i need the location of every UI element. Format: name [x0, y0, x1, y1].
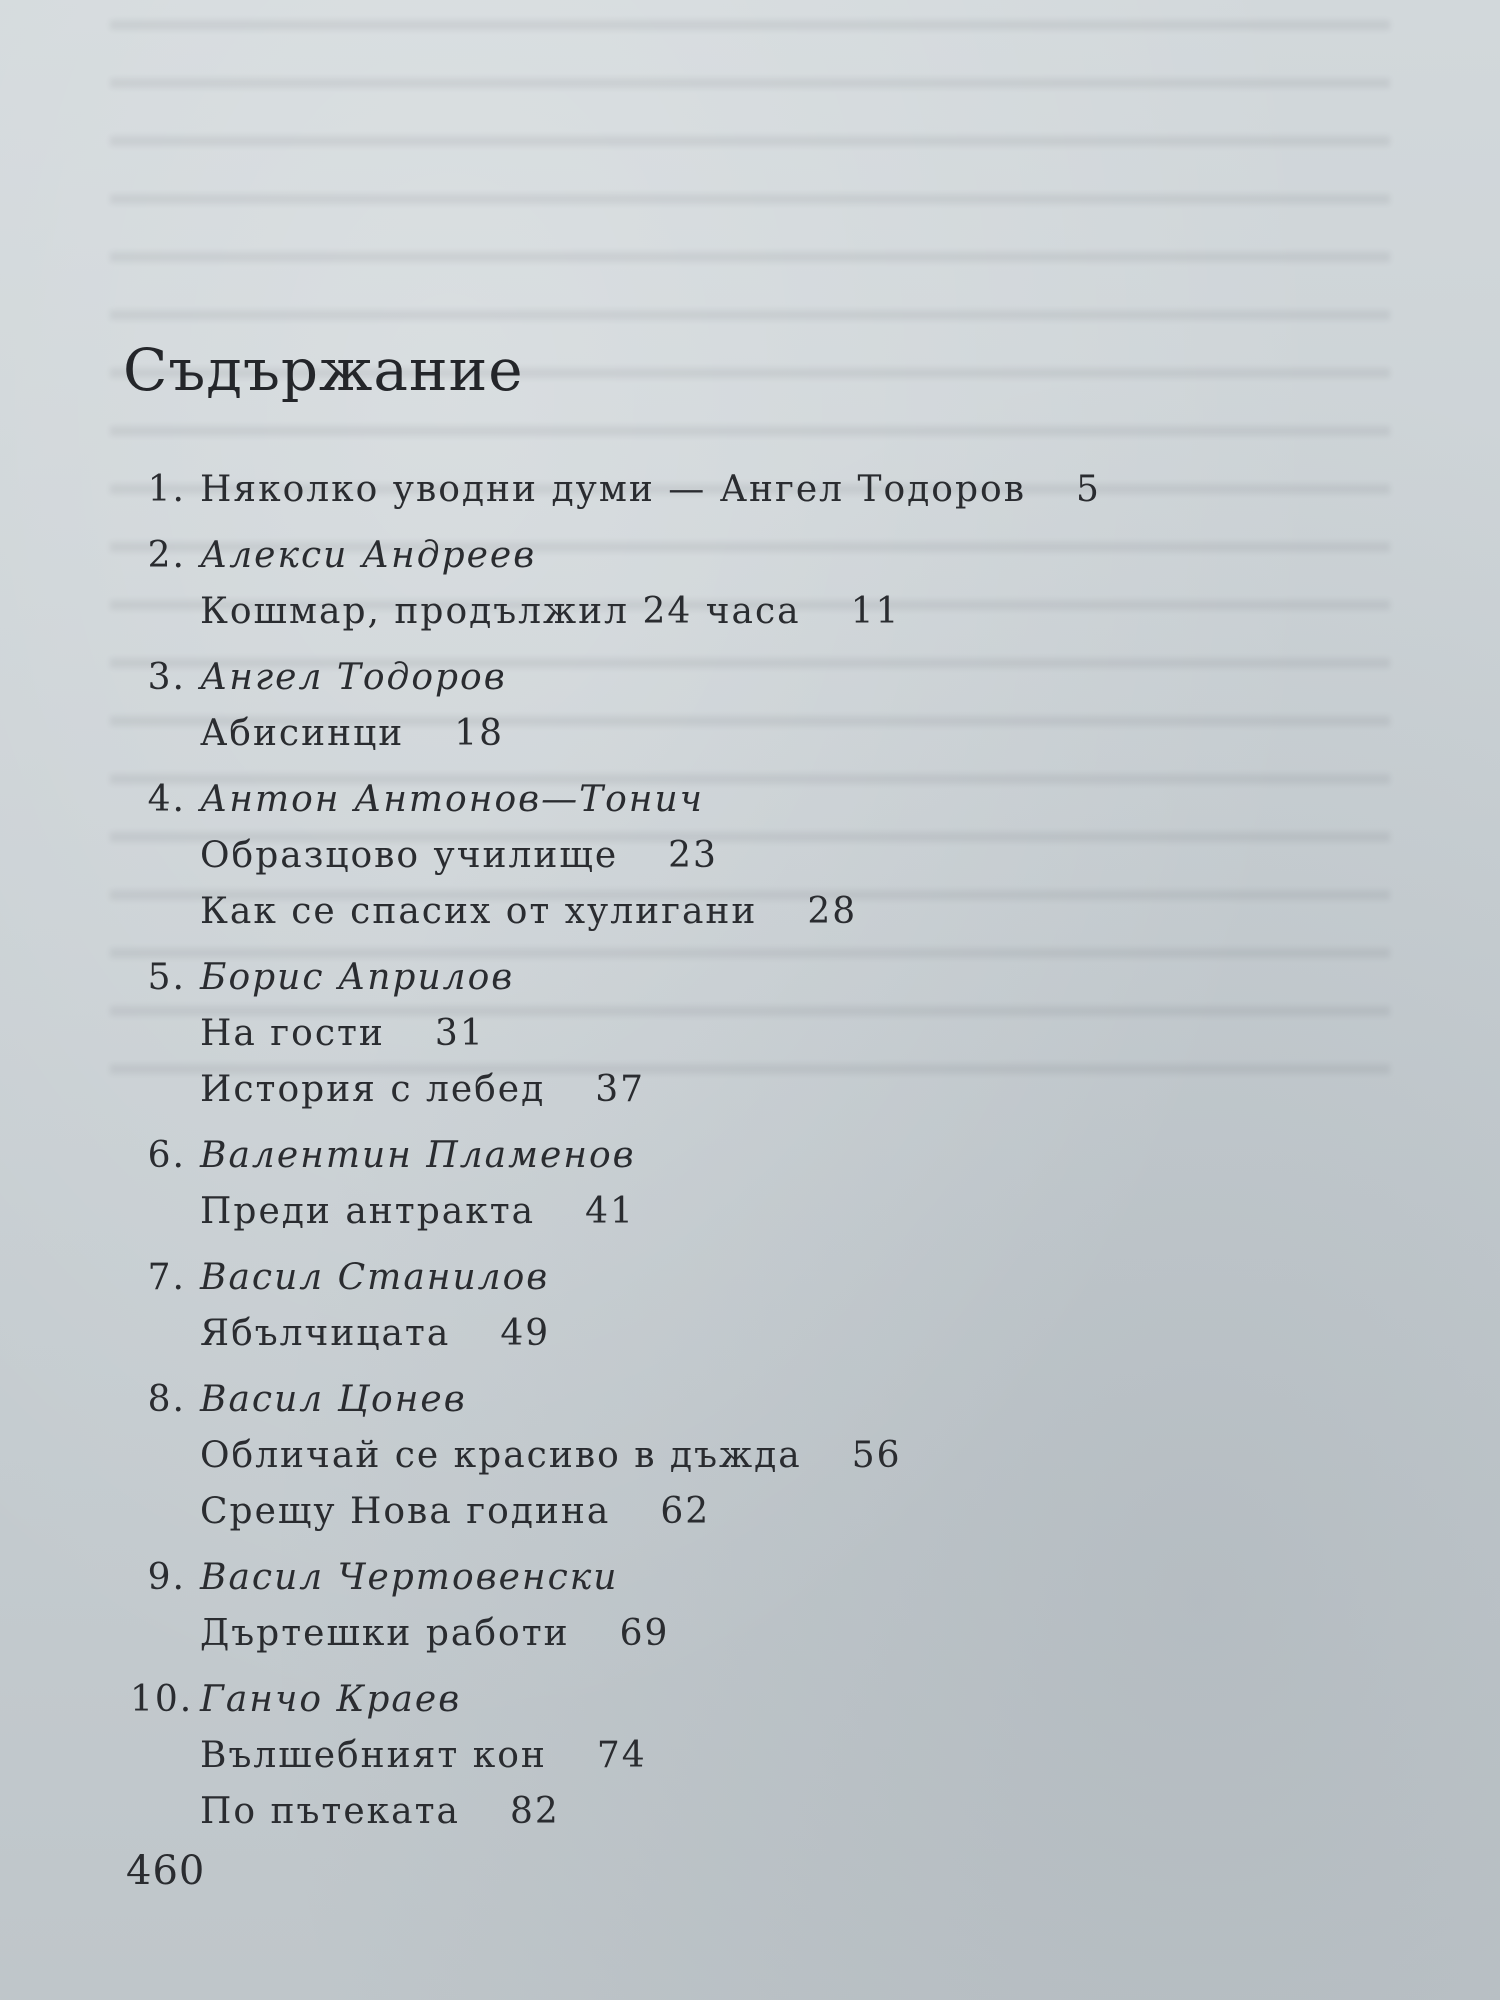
entry-number: 1.	[147, 469, 186, 510]
toc-entry	[130, 650, 1230, 762]
page-number: 82	[509, 1791, 560, 1832]
toc-line	[130, 884, 1230, 940]
page-number: 23	[668, 835, 718, 876]
author-name: Васил Чертовенски	[200, 1557, 619, 1598]
work-title: Дъртешки работи	[200, 1613, 570, 1654]
page-title: Съдържание	[123, 336, 524, 404]
page-number: 69	[619, 1613, 670, 1654]
toc-line	[130, 1184, 1230, 1240]
toc-author-line	[130, 772, 1230, 828]
entry-number: 6.	[147, 1135, 186, 1176]
toc-entry	[130, 1550, 1230, 1662]
author-name: Борис Априлов	[200, 957, 515, 998]
page-number: 5	[1075, 469, 1101, 510]
entry-number: 10.	[130, 1679, 194, 1720]
work-title: Ябълчицата	[200, 1313, 451, 1354]
page-number: 11	[850, 591, 901, 632]
page-number: 18	[454, 713, 505, 754]
author-name: Васил Станилов	[200, 1257, 550, 1298]
entry-number: 4.	[147, 779, 186, 820]
page-number: 37	[595, 1069, 646, 1110]
toc-line	[130, 1428, 1230, 1484]
toc-entry	[130, 1128, 1230, 1240]
work-title: Няколко уводни думи — Ангел Тодоров	[200, 469, 1026, 510]
toc-line	[130, 1062, 1230, 1118]
toc-entry	[130, 1672, 1230, 1840]
work-title: Обличай се красиво в дъжда	[200, 1435, 802, 1476]
author-name: Васил Цонев	[200, 1379, 467, 1420]
page-folio-number: 460	[126, 1848, 206, 1894]
work-title: Срещу Нова година	[200, 1491, 611, 1532]
author-name: Алекси Андреев	[200, 535, 537, 576]
page-number: 31	[434, 1013, 485, 1054]
toc-line	[130, 1006, 1230, 1062]
work-title: По пътеката	[200, 1791, 460, 1832]
work-title: Как се спасих от хулигани	[200, 891, 758, 932]
entry-number: 8.	[147, 1379, 186, 1420]
author-name: Валентин Пламенов	[200, 1135, 636, 1176]
author-name: Ангел Тодоров	[200, 657, 507, 698]
toc-line	[130, 1306, 1230, 1362]
page-number: 28	[807, 891, 858, 932]
page-number: 41	[585, 1191, 635, 1232]
toc-author-line	[130, 1128, 1230, 1184]
work-title: Образцово училище	[200, 835, 619, 876]
toc-author-line	[130, 650, 1230, 706]
entry-number: 5.	[147, 957, 186, 998]
table-of-contents	[130, 462, 1230, 1850]
toc-author-line	[130, 1550, 1230, 1606]
toc-entry	[130, 950, 1230, 1118]
page-number: 74	[596, 1735, 647, 1776]
toc-entry	[130, 528, 1230, 640]
entry-number: 9.	[147, 1557, 186, 1598]
work-title: На гости	[200, 1013, 385, 1054]
author-name: Антон Антонов—Тонич	[200, 779, 705, 820]
toc-line	[130, 1784, 1230, 1840]
work-title: История с лебед	[200, 1069, 546, 1110]
toc-line	[130, 1728, 1230, 1784]
page-number: 56	[851, 1435, 902, 1476]
work-title: Вълшебният кон	[200, 1735, 547, 1776]
toc-author-line	[130, 950, 1230, 1006]
toc-entry	[130, 462, 1230, 518]
entry-number: 2.	[147, 535, 186, 576]
toc-author-line	[130, 1372, 1230, 1428]
toc-line	[130, 1606, 1230, 1662]
author-name: Ганчо Краев	[200, 1679, 462, 1720]
toc-line	[130, 462, 1230, 518]
toc-line	[130, 1484, 1230, 1540]
toc-line	[130, 828, 1230, 884]
page-number: 49	[500, 1313, 551, 1354]
toc-entry	[130, 1250, 1230, 1362]
toc-entry	[130, 772, 1230, 940]
toc-author-line	[130, 1250, 1230, 1306]
work-title: Абисинци	[200, 713, 405, 754]
work-title: Преди антракта	[200, 1191, 536, 1232]
entry-number: 3.	[147, 657, 186, 698]
entry-number: 7.	[147, 1257, 186, 1298]
work-title: Кошмар, продължил 24 часа	[200, 591, 801, 632]
toc-author-line	[130, 528, 1230, 584]
toc-entry	[130, 1372, 1230, 1540]
toc-author-line	[130, 1672, 1230, 1728]
toc-line	[130, 706, 1230, 762]
toc-line	[130, 584, 1230, 640]
page-number: 62	[660, 1491, 711, 1532]
